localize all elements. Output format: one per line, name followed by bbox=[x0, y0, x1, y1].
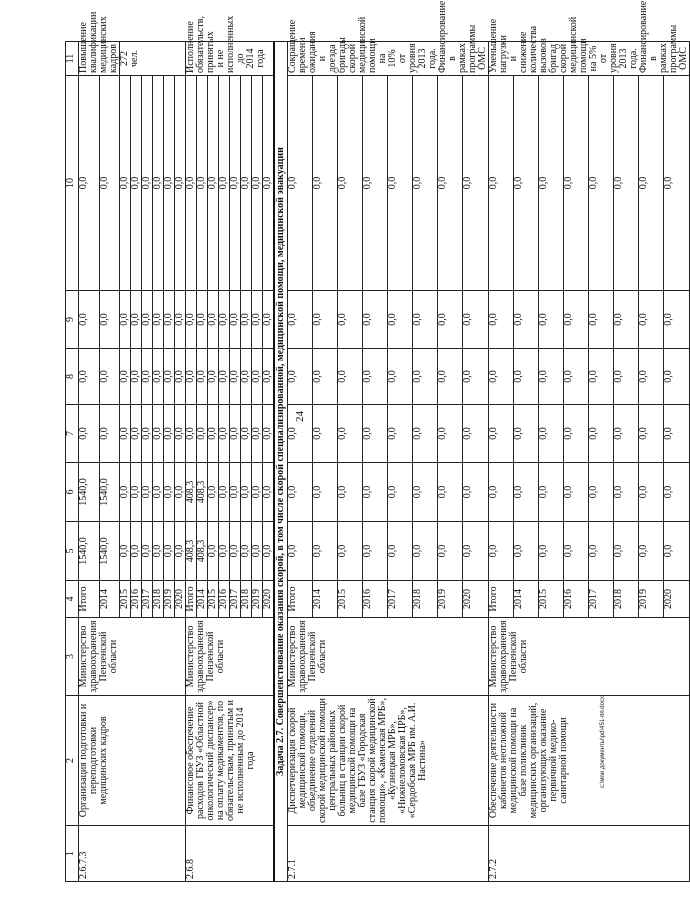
amount-cell: 0,0 bbox=[208, 349, 219, 405]
amount-cell: 0,0 bbox=[131, 463, 142, 522]
expected-result: Исполнение обязательств, принятых и не исполненных до 2014 года bbox=[186, 42, 275, 76]
amount-cell: 0,0 bbox=[639, 291, 664, 349]
amount-cell: 0,0 bbox=[438, 76, 463, 291]
amount-cell: 0,0 bbox=[230, 463, 241, 522]
year-cell: 2018 bbox=[153, 581, 164, 618]
amount-cell: 0,0 bbox=[164, 349, 175, 405]
year-cell: 2018 bbox=[241, 581, 252, 618]
amount-cell: 0,0 bbox=[131, 522, 142, 581]
amount-cell: 0,0 bbox=[219, 463, 230, 522]
amount-cell: 0,0 bbox=[263, 349, 275, 405]
amount-cell: 0,0 bbox=[175, 76, 186, 291]
footer-file-path: c:\мои документы\pd\451-пп.docx bbox=[600, 696, 606, 788]
amount-cell: 0,0 bbox=[589, 76, 614, 291]
amount-cell: 0,0 bbox=[538, 291, 563, 349]
amount-cell: 0,0 bbox=[175, 522, 186, 581]
amount-cell: 0,0 bbox=[664, 76, 689, 291]
year-cell: 2017 bbox=[142, 581, 153, 618]
amount-cell: 0,0 bbox=[614, 463, 639, 522]
year-cell: 2015 bbox=[538, 581, 563, 618]
amount-cell: 0,0 bbox=[142, 349, 153, 405]
amount-cell: 0,0 bbox=[664, 522, 689, 581]
amount-cell: 0,0 bbox=[563, 76, 588, 291]
year-cell: 2017 bbox=[589, 581, 614, 618]
amount-cell: 0,0 bbox=[230, 349, 241, 405]
amount-cell: 0,0 bbox=[252, 349, 263, 405]
amount-cell: 0,0 bbox=[463, 291, 488, 349]
activity-name: Финансовое обеспечение расходов ГБУЗ «Областной онкологический диспансер» на оплату медикаментов, по обязательствам, принятым и не исполненным до 2014 года bbox=[186, 696, 275, 826]
amount-cell: 0,0 bbox=[263, 405, 275, 463]
amount-cell: 0,0 bbox=[614, 291, 639, 349]
amount-cell: 0,0 bbox=[488, 349, 513, 405]
amount-cell: 0,0 bbox=[438, 291, 463, 349]
amount-cell: 0,0 bbox=[164, 76, 175, 291]
amount-cell: 0,0 bbox=[219, 522, 230, 581]
amount-cell: 0,0 bbox=[614, 405, 639, 463]
amount-cell: 0,0 bbox=[131, 349, 142, 405]
activity-number: 2.6.7.3 bbox=[79, 826, 186, 882]
column-number: 6 bbox=[66, 463, 79, 522]
amount-cell: 0,0 bbox=[463, 463, 488, 522]
executor: Министерство здравоохранения Пензенской области bbox=[488, 618, 689, 696]
amount-cell: 0,0 bbox=[153, 522, 164, 581]
amount-cell: 0,0 bbox=[142, 522, 153, 581]
column-number: 9 bbox=[66, 291, 79, 349]
amount-cell: 0,0 bbox=[252, 291, 263, 349]
executor: Министерство здравоохранения Пензенской области bbox=[79, 618, 186, 696]
amount-cell: 1540,0 bbox=[79, 522, 100, 581]
amount-cell: 0,0 bbox=[219, 291, 230, 349]
activity-name: Диспетчеризация скорой медицинской помощи, объединение отделений скорой медицинской помощи центральных районных больниц в станции скорой медицинской помощи на базе ГБУЗ «Городская станция скорой медицинской помощи», «Каменская МРБ», «Кузнецкая МРБ», «Нижнеломовская ЦРБ», «Сердобская МРБ им. А.И. Настина» bbox=[287, 696, 488, 826]
amount-cell: 0,0 bbox=[79, 291, 100, 349]
activity-number: 2.7.1 bbox=[287, 826, 488, 882]
amount-cell: 0,0 bbox=[614, 349, 639, 405]
column-number: 7 bbox=[66, 405, 79, 463]
column-number: 3 bbox=[66, 618, 79, 696]
program-activities-table bbox=[65, 0, 690, 882]
amount-cell: 0,0 bbox=[639, 405, 664, 463]
amount-cell: 0,0 bbox=[513, 291, 538, 349]
amount-cell: 0,0 bbox=[488, 463, 513, 522]
amount-cell: 0,0 bbox=[538, 522, 563, 581]
amount-cell: 0,0 bbox=[312, 405, 337, 463]
amount-cell: 0,0 bbox=[197, 349, 208, 405]
amount-cell: 0,0 bbox=[664, 405, 689, 463]
amount-cell: 0,0 bbox=[488, 291, 513, 349]
amount-cell: 0,0 bbox=[538, 405, 563, 463]
expected-result: Сокращение времени ожидания и доезда бригады скорой медицинской помощи на 10% от уровня 2013 года. Финансирование в рамках программы ОМС bbox=[287, 42, 488, 76]
amount-cell: 0,0 bbox=[538, 349, 563, 405]
amount-cell: 0,0 bbox=[131, 405, 142, 463]
amount-cell: 0,0 bbox=[142, 463, 153, 522]
amount-cell: 0,0 bbox=[614, 522, 639, 581]
year-cell: 2016 bbox=[131, 581, 142, 618]
activity-number: 2.6.8 bbox=[186, 826, 275, 882]
amount-cell: 0,0 bbox=[563, 291, 588, 349]
amount-cell: 408,3 bbox=[186, 522, 197, 581]
year-cell: 2019 bbox=[438, 581, 463, 618]
amount-cell: 0,0 bbox=[99, 291, 120, 349]
amount-cell: 0,0 bbox=[99, 76, 120, 291]
amount-cell: 0,0 bbox=[413, 291, 438, 349]
amount-cell: 0,0 bbox=[142, 76, 153, 291]
amount-cell: 0,0 bbox=[208, 291, 219, 349]
amount-cell: 0,0 bbox=[413, 463, 438, 522]
amount-cell: 0,0 bbox=[175, 463, 186, 522]
amount-cell: 0,0 bbox=[639, 522, 664, 581]
task-heading-row bbox=[274, 42, 287, 882]
amount-cell: 0,0 bbox=[120, 522, 131, 581]
year-cell: 2017 bbox=[230, 581, 241, 618]
amount-cell: 0,0 bbox=[563, 349, 588, 405]
year-cell: 2016 bbox=[362, 581, 387, 618]
amount-cell: 0,0 bbox=[287, 405, 312, 463]
amount-cell: 0,0 bbox=[131, 76, 142, 291]
amount-cell: 1540,0 bbox=[79, 463, 100, 522]
amount-cell: 0,0 bbox=[563, 405, 588, 463]
year-cell: 2014 bbox=[99, 581, 120, 618]
amount-cell: 0,0 bbox=[513, 463, 538, 522]
amount-cell: 0,0 bbox=[241, 522, 252, 581]
amount-cell: 0,0 bbox=[208, 76, 219, 291]
amount-cell: 0,0 bbox=[241, 349, 252, 405]
year-cell: 2014 bbox=[513, 581, 538, 618]
amount-cell: 0,0 bbox=[241, 291, 252, 349]
amount-cell: 0,0 bbox=[614, 76, 639, 291]
column-number: 10 bbox=[66, 76, 79, 291]
year-cell: 2020 bbox=[263, 581, 275, 618]
amount-cell: 0,0 bbox=[563, 463, 588, 522]
amount-cell: 0,0 bbox=[438, 405, 463, 463]
amount-cell: 0,0 bbox=[362, 522, 387, 581]
year-cell: 2015 bbox=[337, 581, 362, 618]
amount-cell: 0,0 bbox=[287, 522, 312, 581]
amount-cell: 0,0 bbox=[197, 405, 208, 463]
amount-cell: 0,0 bbox=[513, 405, 538, 463]
amount-cell: 0,0 bbox=[79, 405, 100, 463]
amount-cell: 0,0 bbox=[131, 291, 142, 349]
amount-cell: 0,0 bbox=[230, 522, 241, 581]
amount-cell: 0,0 bbox=[538, 76, 563, 291]
amount-cell: 0,0 bbox=[252, 76, 263, 291]
year-cell: 2019 bbox=[639, 581, 664, 618]
table-body bbox=[65, 0, 690, 882]
amount-cell: 0,0 bbox=[388, 405, 413, 463]
amount-cell: 0,0 bbox=[362, 349, 387, 405]
amount-cell: 0,0 bbox=[252, 522, 263, 581]
year-cell: 2020 bbox=[463, 581, 488, 618]
amount-cell: 0,0 bbox=[513, 349, 538, 405]
amount-cell: 0,0 bbox=[142, 405, 153, 463]
column-number: 2 bbox=[66, 696, 79, 826]
amount-cell: 0,0 bbox=[513, 76, 538, 291]
amount-cell: 0,0 bbox=[120, 291, 131, 349]
column-number: 4 bbox=[66, 581, 79, 618]
amount-cell: 0,0 bbox=[153, 349, 164, 405]
amount-cell: 0,0 bbox=[463, 522, 488, 581]
amount-cell: 0,0 bbox=[362, 463, 387, 522]
amount-cell: 0,0 bbox=[142, 291, 153, 349]
amount-cell: 0,0 bbox=[79, 76, 100, 291]
year-cell: 2020 bbox=[175, 581, 186, 618]
amount-cell: 0,0 bbox=[263, 463, 275, 522]
amount-cell: 408,3 bbox=[186, 463, 197, 522]
amount-cell: 0,0 bbox=[388, 76, 413, 291]
amount-cell: 0,0 bbox=[589, 349, 614, 405]
amount-cell: 0,0 bbox=[252, 463, 263, 522]
period-label: Итого bbox=[79, 581, 100, 618]
amount-cell: 0,0 bbox=[208, 522, 219, 581]
amount-cell: 0,0 bbox=[337, 76, 362, 291]
amount-cell: 0,0 bbox=[438, 522, 463, 581]
amount-cell: 0,0 bbox=[312, 522, 337, 581]
period-label: Итого bbox=[186, 581, 197, 618]
amount-cell: 0,0 bbox=[337, 349, 362, 405]
amount-cell: 0,0 bbox=[337, 405, 362, 463]
year-cell: 2015 bbox=[208, 581, 219, 618]
amount-cell: 0,0 bbox=[186, 349, 197, 405]
amount-cell: 0,0 bbox=[120, 463, 131, 522]
amount-cell: 0,0 bbox=[219, 349, 230, 405]
amount-cell: 0,0 bbox=[153, 291, 164, 349]
amount-cell: 0,0 bbox=[513, 522, 538, 581]
period-label: Итого bbox=[287, 581, 312, 618]
amount-cell: 0,0 bbox=[413, 405, 438, 463]
amount-cell: 408,3 bbox=[197, 522, 208, 581]
amount-cell: 0,0 bbox=[175, 291, 186, 349]
amount-cell: 0,0 bbox=[413, 349, 438, 405]
amount-cell: 0,0 bbox=[664, 291, 689, 349]
executor: Министерство здравоохранения Пензенской области bbox=[287, 618, 488, 696]
amount-cell: 0,0 bbox=[241, 405, 252, 463]
column-number: 11 bbox=[66, 42, 79, 76]
amount-cell: 0,0 bbox=[208, 405, 219, 463]
amount-cell: 0,0 bbox=[589, 522, 614, 581]
amount-cell: 0,0 bbox=[538, 463, 563, 522]
column-number: 5 bbox=[66, 522, 79, 581]
amount-cell: 0,0 bbox=[589, 463, 614, 522]
executor: Министерство здравоохранения Пензенской области bbox=[186, 618, 275, 696]
amount-cell: 0,0 bbox=[664, 349, 689, 405]
amount-cell: 0,0 bbox=[263, 76, 275, 291]
amount-cell: 0,0 bbox=[639, 349, 664, 405]
amount-cell: 0,0 bbox=[287, 349, 312, 405]
amount-cell: 1540,0 bbox=[99, 522, 120, 581]
expected-result: Повышение квалификации медицинских кадров bbox=[79, 42, 120, 76]
year-cell: 2019 bbox=[252, 581, 263, 618]
amount-cell: 0,0 bbox=[438, 349, 463, 405]
task-heading: Задача 2.7. Совершенствование оказания скорой, в том числе скорой специализированной, медицинской помощи, медицинской эвакуации bbox=[274, 42, 287, 882]
amount-cell: 0,0 bbox=[362, 405, 387, 463]
amount-cell: 0,0 bbox=[488, 405, 513, 463]
amount-cell: 0,0 bbox=[263, 522, 275, 581]
column-number: 1 bbox=[66, 826, 79, 882]
amount-cell: 0,0 bbox=[463, 76, 488, 291]
amount-cell: 0,0 bbox=[197, 76, 208, 291]
amount-cell: 0,0 bbox=[197, 291, 208, 349]
amount-cell: 0,0 bbox=[312, 291, 337, 349]
activity-name: Организация подготовки и переподготовки медицинских кадров bbox=[79, 696, 186, 826]
amount-cell: 0,0 bbox=[99, 349, 120, 405]
amount-cell: 0,0 bbox=[312, 463, 337, 522]
amount-cell: 0,0 bbox=[388, 463, 413, 522]
amount-cell: 0,0 bbox=[164, 463, 175, 522]
activity-number: 2.7.2 bbox=[488, 826, 689, 882]
amount-cell: 0,0 bbox=[164, 291, 175, 349]
expected-result: Уменьшение нагрузки и снижение количества вызовов бригад скорой медицинской помощи на 5% от уровня 2013 года. Финансирование в рамках программы ОМС bbox=[488, 42, 689, 76]
year-cell: 2018 bbox=[413, 581, 438, 618]
amount-cell: 0,0 bbox=[186, 76, 197, 291]
amount-cell: 0,0 bbox=[589, 405, 614, 463]
amount-cell: 0,0 bbox=[79, 349, 100, 405]
amount-cell: 0,0 bbox=[186, 405, 197, 463]
period-label: Итого bbox=[488, 581, 513, 618]
amount-cell: 0,0 bbox=[337, 291, 362, 349]
amount-cell: 0,0 bbox=[463, 349, 488, 405]
table-row bbox=[79, 42, 100, 882]
amount-cell: 0,0 bbox=[287, 291, 312, 349]
amount-cell: 0,0 bbox=[438, 463, 463, 522]
amount-cell: 0,0 bbox=[589, 291, 614, 349]
amount-cell: 0,0 bbox=[153, 76, 164, 291]
year-cell: 2015 bbox=[120, 581, 131, 618]
table-row bbox=[287, 42, 312, 882]
year-cell: 2014 bbox=[312, 581, 337, 618]
amount-cell: 0,0 bbox=[639, 76, 664, 291]
amount-cell: 0,0 bbox=[463, 405, 488, 463]
amount-cell: 0,0 bbox=[312, 76, 337, 291]
amount-cell: 0,0 bbox=[99, 405, 120, 463]
amount-cell: 0,0 bbox=[362, 76, 387, 291]
amount-cell: 0,0 bbox=[241, 463, 252, 522]
column-number-row bbox=[66, 42, 79, 882]
amount-cell: 0,0 bbox=[230, 76, 241, 291]
year-cell: 2020 bbox=[664, 581, 689, 618]
year-cell: 2019 bbox=[164, 581, 175, 618]
amount-cell: 0,0 bbox=[120, 405, 131, 463]
amount-cell: 0,0 bbox=[120, 349, 131, 405]
amount-cell: 0,0 bbox=[337, 463, 362, 522]
amount-cell: 0,0 bbox=[186, 291, 197, 349]
amount-cell: 0,0 bbox=[175, 405, 186, 463]
year-cell: 2017 bbox=[388, 581, 413, 618]
amount-cell: 0,0 bbox=[388, 522, 413, 581]
table-row bbox=[186, 42, 197, 882]
year-cell: 2016 bbox=[219, 581, 230, 618]
amount-cell: 0,0 bbox=[219, 405, 230, 463]
amount-cell: 0,0 bbox=[164, 405, 175, 463]
amount-cell: 0,0 bbox=[120, 76, 131, 291]
amount-cell: 0,0 bbox=[312, 349, 337, 405]
amount-cell: 0,0 bbox=[664, 463, 689, 522]
amount-cell: 0,0 bbox=[175, 349, 186, 405]
amount-cell: 0,0 bbox=[488, 76, 513, 291]
amount-cell: 0,0 bbox=[488, 522, 513, 581]
page-number: 24 bbox=[294, 411, 306, 422]
amount-cell: 0,0 bbox=[252, 405, 263, 463]
amount-cell: 0,0 bbox=[388, 291, 413, 349]
amount-cell: 0,0 bbox=[337, 522, 362, 581]
year-cell: 2018 bbox=[614, 581, 639, 618]
amount-cell: 0,0 bbox=[362, 291, 387, 349]
amount-cell: 0,0 bbox=[388, 349, 413, 405]
amount-cell: 0,0 bbox=[230, 405, 241, 463]
year-cell: 2014 bbox=[197, 581, 208, 618]
amount-cell: 0,0 bbox=[208, 463, 219, 522]
activity-name: Обеспечение деятельности кабинетов неотложной медицинской помощи на базе поликлиник медицинских организаций, организующих оказание первичной медико-санитарной помощи bbox=[488, 696, 689, 826]
amount-cell: 0,0 bbox=[153, 463, 164, 522]
table-row bbox=[488, 42, 513, 882]
amount-cell: 0,0 bbox=[230, 291, 241, 349]
amount-cell: 0,0 bbox=[153, 405, 164, 463]
amount-cell: 0,0 bbox=[287, 76, 312, 291]
amount-cell: 0,0 bbox=[241, 76, 252, 291]
year-cell: 2016 bbox=[563, 581, 588, 618]
amount-cell: 1540,0 bbox=[99, 463, 120, 522]
amount-cell: 0,0 bbox=[563, 522, 588, 581]
amount-cell: 0,0 bbox=[287, 463, 312, 522]
amount-cell: 0,0 bbox=[164, 522, 175, 581]
column-number: 8 bbox=[66, 349, 79, 405]
amount-cell: 408,3 bbox=[197, 463, 208, 522]
amount-cell: 0,0 bbox=[413, 76, 438, 291]
amount-cell: 0,0 bbox=[263, 291, 275, 349]
amount-cell: 0,0 bbox=[413, 522, 438, 581]
expected-result-value: 272 чел. bbox=[120, 42, 186, 76]
amount-cell: 0,0 bbox=[219, 76, 230, 291]
amount-cell: 0,0 bbox=[639, 463, 664, 522]
